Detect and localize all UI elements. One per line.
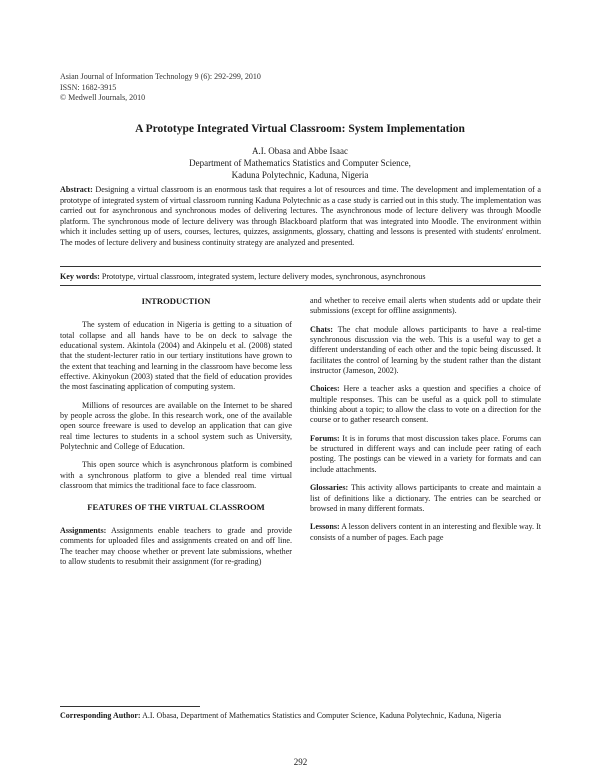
section-heading-features: FEATURES OF THE VIRTUAL CLASSROOM bbox=[87, 501, 265, 512]
abstract-text: Designing a virtual classroom is an enormous task that requires a lot of resources and time. The development and implementation of a prototype of integrated system of virtual classroom running Kaduna Polytechnic as a case study is carried out in this study. The implementation was carried out for asynchronous and synchronous modes of delivering lectures. The asynchronous mode of lecture delivery was through Moodle platform. The synchronous mode of lecture delivery was through Blackboard platform that was integrated into Moodle. The environment within which it includes setting up of users, courses, lectures, quizzes, assignments, glossary, chatting and lessons is presented with students' enrolment. The modes of lecture delivery and business continuity strategy are analyzed and presented. bbox=[60, 185, 541, 247]
glossaries-paragraph bbox=[310, 483, 541, 514]
chats-paragraph bbox=[310, 325, 541, 377]
author-institution: Kaduna Polytechnic, Kaduna, Nigeria bbox=[231, 170, 369, 180]
keywords-label: Key words: bbox=[60, 272, 100, 281]
paper-title: A Prototype Integrated Virtual Classroom: System Implementation bbox=[135, 123, 465, 135]
corresponding-author-footnote bbox=[60, 711, 541, 721]
author-block bbox=[60, 145, 540, 181]
left-column bbox=[60, 296, 292, 575]
keywords-text: Prototype, virtual classroom, integrated system, lecture delivery modes, synchronous, asynchronous bbox=[101, 272, 426, 281]
author-names: A.I. Obasa and Abbe Isaac bbox=[252, 146, 348, 156]
intro-paragraph-3: This open source which is asynchronous platform is combined with a synchronous platform to give a blended real time virtual classroom that mimics the traditional face to face classroom. bbox=[60, 460, 292, 491]
choices-paragraph bbox=[310, 384, 541, 425]
lessons-text: A lesson delivers content in an interesting and flexible way. It consists of a number of pages. Each page bbox=[310, 522, 542, 542]
abstract bbox=[60, 185, 541, 248]
assignments-label: Assignments: bbox=[60, 525, 107, 535]
forums-text: It is in forums that most discussion takes place. Forums can be structured in different ways and can include peer rating of each posting. The postings can be viewed in a variety for formats and can include attachments. bbox=[310, 433, 541, 474]
footnote-divider bbox=[60, 706, 200, 707]
divider-top bbox=[60, 266, 541, 267]
glossaries-label: Glossaries: bbox=[310, 483, 349, 493]
issn: ISSN: 1682-3915 bbox=[60, 82, 117, 92]
assignments-continued: and whether to receive email alerts when students add or update their submissions (except for offline assignments). bbox=[310, 296, 541, 316]
lessons-label: Lessons: bbox=[310, 522, 340, 532]
lessons-paragraph bbox=[310, 522, 541, 543]
glossaries-text: This activity allows participants to create and maintain a list of definitions like a dictionary. The entries can be searched or browsed in many different formats. bbox=[310, 483, 541, 513]
footnote-text: A.I. Obasa, Department of Mathematics Statistics and Computer Science, Kaduna Polytechnic, Kaduna, Nigeria bbox=[142, 711, 502, 720]
page-number: 292 bbox=[293, 757, 308, 767]
footnote-label: Corresponding Author: bbox=[60, 711, 141, 720]
intro-paragraph-1: The system of education in Nigeria is getting to a situation of total collapse and all hands have to be on deck to salvage the educational system. Akintola (2004) and Akinpelu et al. (2008) stated that the student-lecturer ratio in our tertiary institutions have grown to the extent that teaching and learning in the classroom have become less effective. Akinyokun (2003) stated that the field of education provides the most fascinating application of computing system. bbox=[60, 320, 292, 392]
forums-label: Forums: bbox=[310, 433, 340, 443]
journal-header bbox=[60, 72, 261, 104]
section-heading-introduction: INTRODUCTION bbox=[141, 296, 211, 306]
chats-text: The chat module allows participants to have a real-time synchronous discussion via the web. This is a useful way to get a different understanding of each other and the topic being discussed. It facilitates the control of learning by the student rather than the distant instructor (Jameson, 2002). bbox=[310, 324, 541, 376]
intro-paragraph-2: Millions of resources are available on the Internet to be shared by people across the globe. In this research work, one of the available open source freeware is used to develop an application that can give real time lectures to students in a school system such as University, Polytechnic and College of Education. bbox=[60, 400, 292, 452]
right-column bbox=[310, 296, 541, 551]
abstract-label: Abstract: bbox=[60, 185, 93, 194]
choices-label: Choices: bbox=[310, 384, 340, 394]
keywords bbox=[60, 272, 541, 282]
journal-citation: Asian Journal of Information Technology 9 (6): 292-299, 2010 bbox=[60, 72, 261, 81]
divider-bottom bbox=[60, 285, 541, 286]
author-department: Department of Mathematics Statistics and Computer Science, bbox=[189, 158, 411, 168]
copyright: © Medwell Journals, 2010 bbox=[60, 93, 146, 102]
forums-paragraph bbox=[310, 434, 541, 475]
assignments-text: Assignments enable teachers to grade and provide comments for uploaded files and assignments created on and off line. The teacher may choose whether or prevent late submissions, whether to allow students to resubmit their assignment (for re-grading) bbox=[60, 525, 292, 566]
assignments-paragraph bbox=[60, 526, 292, 567]
chats-label: Chats: bbox=[310, 324, 333, 334]
choices-text: Here a teacher asks a question and specifies a choice of multiple responses. This can be useful as a quick poll to stimulate thinking about a topic; to allow the class to vote on a direction for the course or to gather research consent. bbox=[310, 384, 541, 425]
